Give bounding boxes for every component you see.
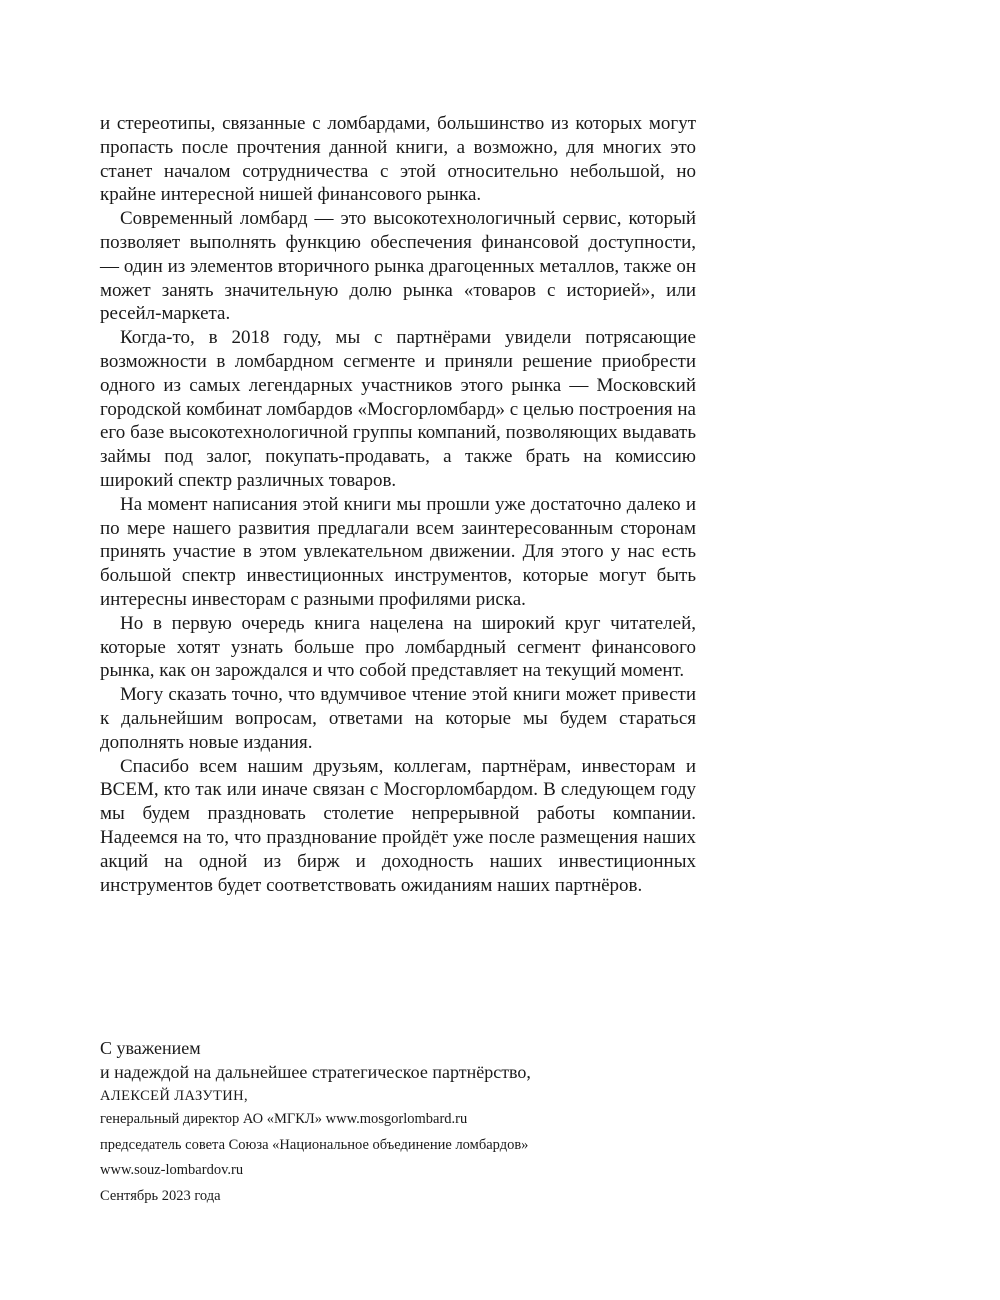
paragraph-5: Но в первую очередь книга нацелена на широкий круг читателей, которые хотят узнать больше про ломбардный сегмент финансового рынка, как он зарождался и что собой представляет на текущий момент.	[100, 612, 696, 682]
author-name: АЛЕКСЕЙ ЛАЗУТИН,	[100, 1088, 249, 1104]
paragraph-7: Спасибо всем нашим друзьям, коллегам, партнёрам, инвесторам и ВСЕМ, кто так или иначе связан с Мосгорломбардом. В следующем году мы будем праздновать столетие непрерывной работы компании. Надеемся на то, что празднование пройдёт уже после размещения наших акций на одной из бирж и доходность наших инвестиционных инструментов будет соответствовать ожиданиям наших партнёров.	[100, 755, 696, 896]
author-position-2: председатель совета Союза «Национальное объединение ломбардов»	[100, 1136, 529, 1153]
author-position-1: генеральный директор АО «МГКЛ» www.mosgorlombard.ru	[100, 1111, 468, 1127]
paragraph-3: Когда-то, в 2018 году, мы с партнёрами увидели потрясающие возможности в ломбардном сегменте и приняли решение приобрести одного из самых легендарных участников этого рынка — Московский городской комбинат ломбардов «Мосгорломбард» с целью построения на его базе высокотехнологичной группы компаний, позволяющих выдавать займы под залог, покупать-продавать, а также брать на комиссию широкий спектр различных товаров.	[100, 327, 696, 491]
regards-line-2: и надеждой на дальнейшее стратегическое партнёрство,	[100, 1062, 531, 1082]
paragraph-1: и стереотипы, связанные с ломбардами, большинство из которых могут пропасть после прочтения данной книги, а возможно, для многих это станет началом сотрудничества с этой относительно небольшой, но крайне интересной нишей финансового рынка.	[100, 113, 696, 206]
regards-line-1: С уважением	[100, 1038, 201, 1058]
body-text	[100, 112, 696, 897]
website-link: www.souz-lombardov.ru	[100, 1162, 244, 1178]
paragraph-4: На момент написания этой книги мы прошли уже достаточно далеко и по мере нашего развития предлагали всем заинтересованным сторонам принять участие в этом увлекательном движении. Для этого у нас есть большой спектр инвестиционных инструментов, которые могут быть интересны инвесторам с разными профилями риска.	[100, 493, 696, 610]
paragraph-2: Современный ломбард — это высокотехнологичный сервис, который позволяет выполнять функцию обеспечения финансовой доступности, — один из элементов вторичного рынка драгоценных металлов, также он может занять значительную долю рынка «товаров с историей», или ресейл-маркета.	[100, 208, 696, 325]
paragraph-6: Могу сказать точно, что вдумчивое чтение этой книги может привести к дальнейшим вопросам, ответами на которые мы будем стараться дополнять новые издания.	[100, 684, 696, 753]
signature-block	[100, 1036, 720, 1209]
signature-date: Сентябрь 2023 года	[100, 1187, 221, 1204]
